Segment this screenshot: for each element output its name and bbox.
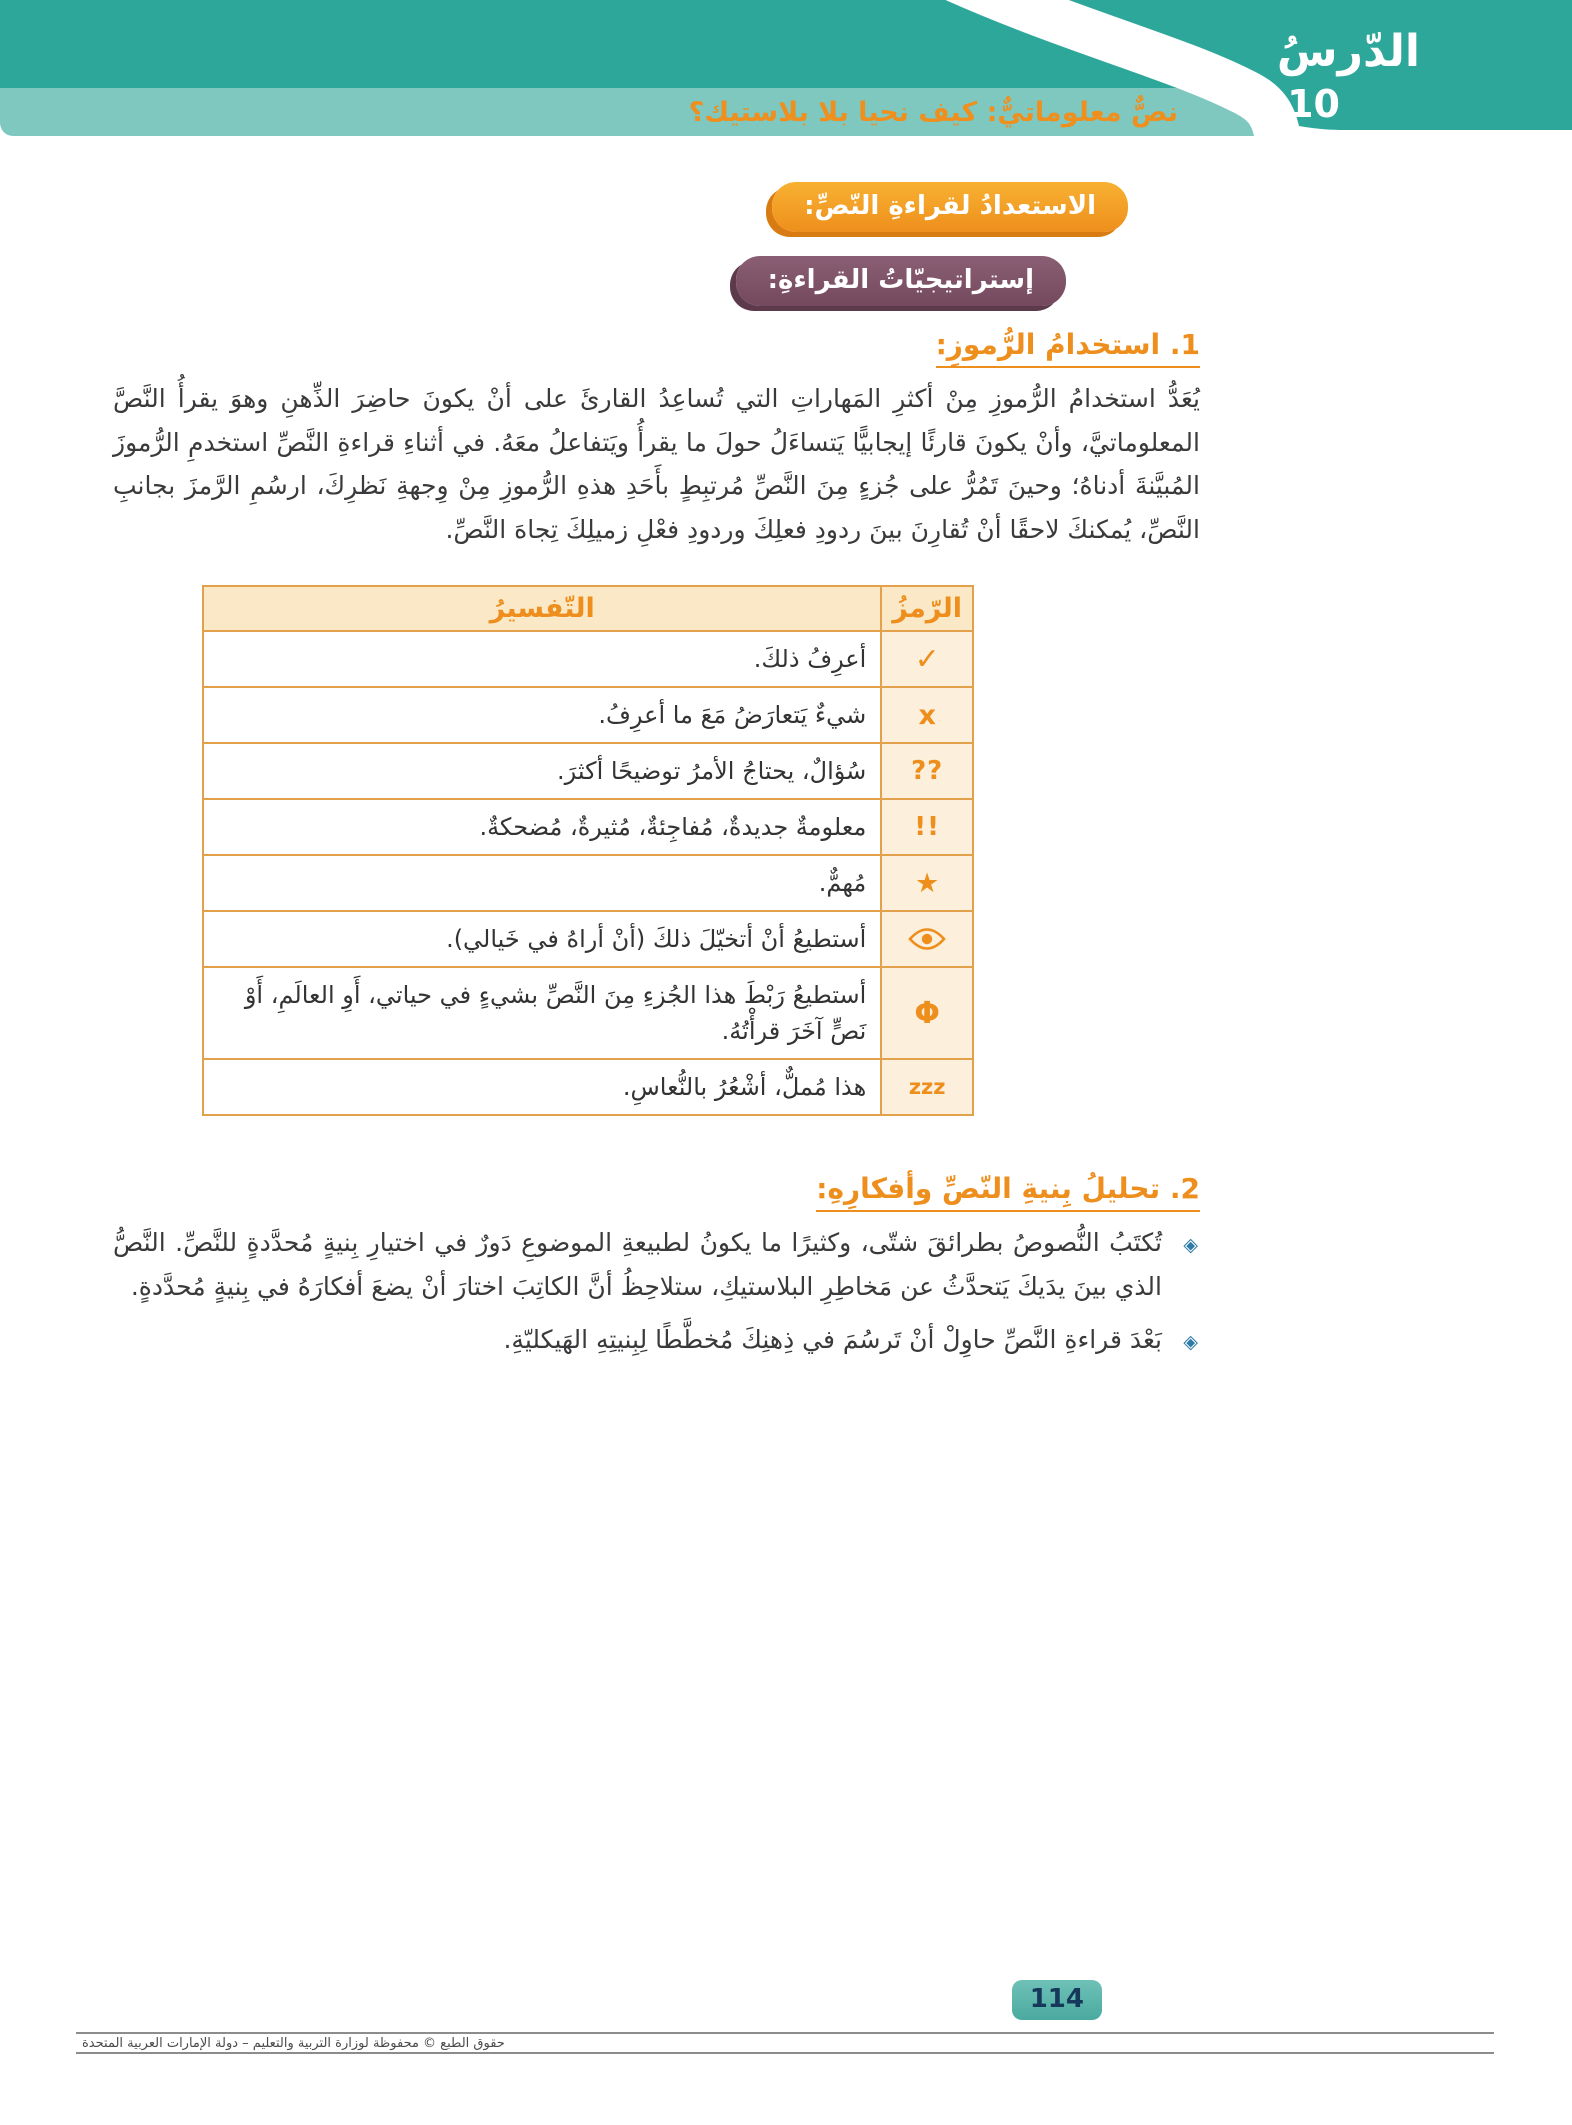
- preparation-badge-label: الاستعدادُ لقراءةِ النّصِّ:: [804, 191, 1096, 221]
- section1-paragraph: يُعَدُّ استخدامُ الرُّموزِ مِنْ أكثرِ المَهاراتِ التي تُساعِدُ القارئَ على أنْ يكونَ حاضِرَ الذِّهنِ وهوَ يقرأُ النَّصَّ المعلوماتيَّ، وأنْ يكونَ قارئًا إيجابيًّا يَتساءَلُ حولَ ما يقرأُ ويَتفاعلُ معَهُ. في أثناءِ قراءةِ النَّصِّ استخدمِ الرُّموزَ المُبيَّنةَ أدناهُ؛ وحينَ تَمُرُّ على جُزءٍ مِنَ النَّصِّ مُرتبِطٍ بأَحَدِ هذهِ الرُّموزِ مِنْ وِجهةِ نَظرِكَ، ارسُمِ الرَّمزَ بجانبِ النَّصِّ، يُمكنكَ لاحقًا أنْ تُقارِنَ بينَ ردودِ فعلِكَ وردودِ فعْلِ زميلِكَ تِجاهَ النَّصِّ.: [113, 384, 1200, 544]
- exclamation-marks-icon: !!: [914, 812, 940, 842]
- explanation-cell: معلومةٌ جديدةٌ، مُفاجِئةٌ، مُثيرةٌ، مُضحكةٌ.: [203, 799, 881, 855]
- symbol-column-header: الرّمزُ: [881, 586, 973, 631]
- symbols-table: [202, 585, 974, 1116]
- page-number: 114: [1029, 1984, 1084, 2014]
- diamond-bullet-icon: ◈: [1183, 1234, 1198, 1256]
- table-row: [203, 855, 973, 911]
- bullet-text: تُكتَبُ النُّصوصُ بطرائقَ شتّى، وكثيرًا ما يكونُ لطبيعةِ الموضوعِ دَورٌ في اختيارِ بِنيةٍ مُحدَّدةٍ للنَّصِّ. النَّصُّ الذي بينَ يدَيكَ يَتحدَّثُ عن مَخاطِرِ البلاستيكِ، ستلاحِظُ أنَّ الكاتِبَ اختارَ أنْ يضعَ أفكارَهُ في بِنيةٍ مُحدَّدةٍ.: [113, 1228, 1162, 1301]
- strategies-badge-label: إستراتيجيّاتُ القراءةِ:: [767, 265, 1034, 295]
- table-header-row: [203, 586, 973, 631]
- symbol-cell: [881, 743, 973, 799]
- footer: [76, 2032, 1494, 2054]
- table-row: [203, 743, 973, 799]
- x-icon: x: [918, 699, 936, 731]
- diamond-bullet-icon: ◈: [1183, 1331, 1198, 1353]
- explanation-column-header: التّفسيرُ: [203, 586, 881, 631]
- explanation-cell: أستطيعُ رَبْطَ هذا الجُزءِ مِنَ النَّصِّ بشيءٍ في حياتي، أَوِ العالَمِ، أَوْ نَصٍّ آخَرَ قرأْتُهُ.: [203, 967, 881, 1059]
- section2-bullet-list: [113, 1221, 1200, 1362]
- section2-heading-text: 2. تحليلُ بِنيةِ النّصِّ وأفكارِهِ:: [816, 1172, 1200, 1212]
- explanation-cell: مُهمٌّ.: [203, 855, 881, 911]
- question-marks-icon: ??: [911, 756, 944, 786]
- explanation-cell: أستطيعُ أنْ أتخيّلَ ذلكَ (أنْ أراهُ في خَيالي).: [203, 911, 881, 967]
- symbol-cell: [881, 687, 973, 743]
- table-row: [203, 911, 973, 967]
- list-item: [113, 1318, 1200, 1362]
- section1-heading-text: 1. استخدامُ الرُّموزِ:: [936, 328, 1200, 368]
- symbol-cell: [881, 631, 973, 687]
- explanation-cell: سُؤالٌ، يحتاجُ الأمرُ توضيحًا أكثرَ.: [203, 743, 881, 799]
- lesson-label: الدّرسُ: [1276, 26, 1420, 77]
- section1-heading: [113, 328, 1200, 361]
- explanation-cell: أعرِفُ ذلكَ.: [203, 631, 881, 687]
- page-number-badge: [1012, 1980, 1102, 2020]
- explanation-cell: شيءٌ يَتعارَضُ مَعَ ما أعرِفُ.: [203, 687, 881, 743]
- copyright-text: حقوق الطبع © محفوظة لوزارة التربية والتعليم – دولة الإمارات العربية المتحدة: [82, 2036, 505, 2051]
- table-row: [203, 967, 973, 1059]
- zzz-icon: zzz: [908, 1075, 946, 1099]
- table-row: [203, 799, 973, 855]
- section2-heading: [113, 1172, 1200, 1205]
- check-icon: ✓: [914, 641, 940, 677]
- preparation-badge: [772, 182, 1128, 232]
- page-content: [0, 140, 1572, 1372]
- symbol-cell: [881, 1059, 973, 1115]
- table-row: [203, 1059, 973, 1115]
- symbol-cell: [881, 855, 973, 911]
- lesson-subtitle: نصٌّ معلوماتيٌّ: كيف نحيا بلا بلاستيك؟: [688, 97, 1178, 128]
- lesson-number: 10: [1287, 82, 1340, 126]
- table-row: [203, 687, 973, 743]
- phi-icon: Φ: [914, 995, 940, 1031]
- symbol-cell: [881, 967, 973, 1059]
- symbol-cell: [881, 799, 973, 855]
- symbol-cell: [881, 911, 973, 967]
- explanation-cell: هذا مُملٌّ، أشْعُرُ بالنُّعاسِ.: [203, 1059, 881, 1115]
- list-item: [113, 1221, 1200, 1308]
- table-row: [203, 631, 973, 687]
- star-icon: ★: [915, 867, 940, 899]
- strategies-badge: [736, 256, 1066, 306]
- eye-icon: [907, 926, 947, 952]
- page-header: [0, 0, 1572, 150]
- bullet-text: بَعْدَ قراءةِ النَّصِّ حاوِلْ أنْ تَرسُمَ في ذِهنِكَ مُخطَّطًا لِبِنيتِهِ الهَيكليّةِ.: [503, 1325, 1162, 1354]
